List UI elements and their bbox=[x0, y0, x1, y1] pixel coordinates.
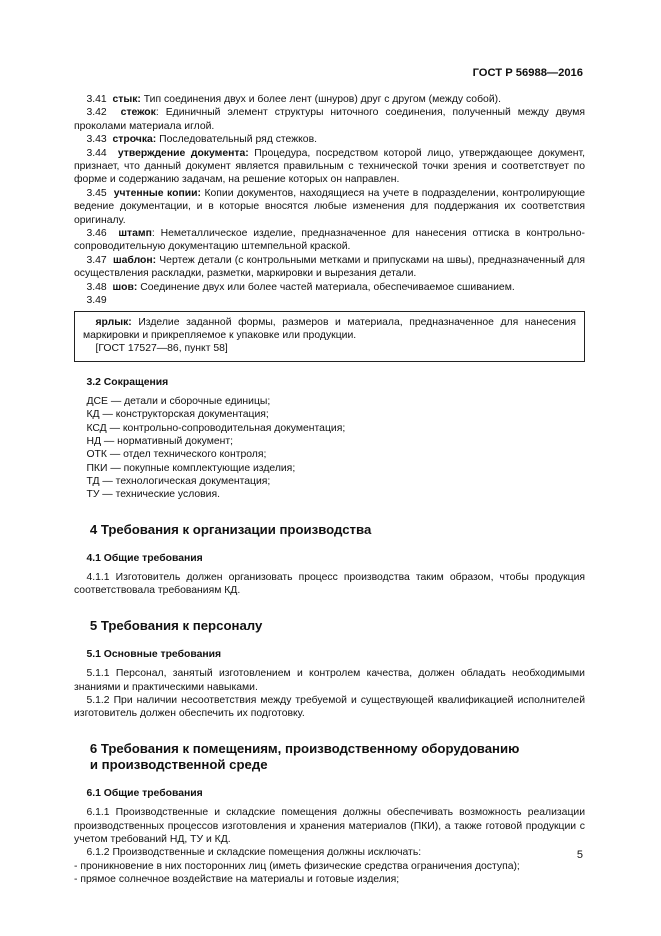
list-item: ДСЕ — детали и сборочные единицы; bbox=[86, 396, 271, 408]
list-item: - проникновение в них посторонних лиц (иметь физические средства ограничения доступа); bbox=[74, 860, 520, 872]
paragraph-5-1-2: 5.1.2 При наличии несоответствия между требуемой и существующей квалификацией исполнителей изготовитель должен обеспечить их подготовку. bbox=[74, 694, 585, 720]
section-6-heading-line2: и производственной среде bbox=[89, 756, 268, 772]
list-item: ТУ — технические условия. bbox=[86, 489, 220, 501]
abbreviations-list bbox=[74, 395, 585, 501]
list-item: ТД — технологическая документация; bbox=[86, 475, 271, 487]
section-4-heading: 4 Требования к организации производства bbox=[89, 521, 372, 537]
term-3-41: 3.41 стык: Тип соединения двух и более лент (шнуров) друг с другом (между собой). bbox=[86, 94, 501, 105]
section-6-1-heading: 6.1 Общие требования bbox=[86, 787, 203, 799]
section-6-heading-line1: 6 Требования к помещениям, производственному оборудованию bbox=[89, 740, 520, 756]
section-5-heading: 5 Требования к персоналу bbox=[89, 617, 263, 633]
term-3-48: 3.48 шов: Соединение двух или более частей материала, обеспечиваемое сшиванием. bbox=[86, 281, 515, 293]
paragraph-6-1-1: 6.1.1 Производственные и складские помещения должны обеспечивать возможность реализации производственных процессов изготовления и хранения материалов (ПКИ), а также готовой продукции с учетом требований НД, ТУ и КД. bbox=[74, 807, 585, 845]
term-3-49-source: [ГОСТ 17527—86, пункт 58] bbox=[95, 343, 228, 355]
document-body bbox=[74, 93, 585, 887]
page-number: 5 bbox=[576, 849, 583, 861]
term-3-47: 3.47 шаблон: Чертеж детали (с контрольными метками и припусками на швы), предназначенный для осуществления раскладки, разметки, маркировки и вырезания детали. bbox=[74, 254, 585, 280]
section-5-1-heading: 5.1 Основные требования bbox=[86, 648, 222, 660]
term-3-49-number: 3.49 bbox=[86, 295, 107, 307]
term-3-46: 3.46 штамп: Неметаллическое изделие, предназначенное для нанесения оттиска в контрольно-сопроводительную документацию штемпельной краской. bbox=[74, 228, 585, 253]
term-3-42: 3.42 стежок: Единичный элемент структуры ниточного соединения, полученный между двумя проколами материала иглой. bbox=[74, 107, 586, 132]
section-6-heading bbox=[74, 741, 585, 773]
term-3-43: 3.43 строчка: Последовательный ряд стежков. bbox=[86, 134, 317, 146]
term-3-45: 3.45 учтенные копии: Копии документов, находящиеся на учете в подразделении, контролирующие ведение документации, и в которые вносятся любые изменения для поддержания их соответствия оригиналу. bbox=[74, 187, 585, 226]
abbreviations-heading: 3.2 Сокращения bbox=[86, 376, 169, 388]
list-item: - прямое солнечное воздействие на материалы и готовые изделия; bbox=[74, 874, 400, 886]
list-item: НД — нормативный документ; bbox=[86, 436, 234, 448]
list-item: КСД — контрольно-сопроводительная документация; bbox=[86, 422, 346, 434]
term-3-49-box bbox=[74, 311, 585, 362]
paragraph-4-1-1: 4.1.1 Изготовитель должен организовать процесс производства таким образом, чтобы продукция соответствовала требованиям КД. bbox=[74, 571, 585, 597]
section-4-1-heading: 4.1 Общие требования bbox=[86, 552, 203, 564]
term-3-44: 3.44 утверждение документа: Процедура, посредством которой лицо, утверждающее документ, признает, что данный документ является правильным с технической точки зрения и соответствует по форме и содержанию задачам, на решение которых он направлен. bbox=[74, 147, 585, 186]
paragraph-6-1-2: 6.1.2 Производственные и складские помещения должны исключать: bbox=[86, 847, 422, 859]
term-3-49-definition: ярлык: Изделие заданной формы, размеров и материала, предназначенное для нанесения маркировки и прикрепляемое к упаковке или продукции. bbox=[83, 316, 576, 341]
paragraph-5-1-1: 5.1.1 Персонал, занятый изготовлением и контролем качества, должен обладать необходимыми знаниями и практическими навыками. bbox=[74, 668, 585, 693]
list-item: ПКИ — покупные комплектующие изделия; bbox=[86, 462, 296, 474]
list-item: КД — конструкторская документация; bbox=[86, 409, 269, 421]
document-code-header: ГОСТ Р 56988—2016 bbox=[472, 67, 583, 79]
list-item: ОТК — отдел технического контроля; bbox=[86, 449, 267, 461]
